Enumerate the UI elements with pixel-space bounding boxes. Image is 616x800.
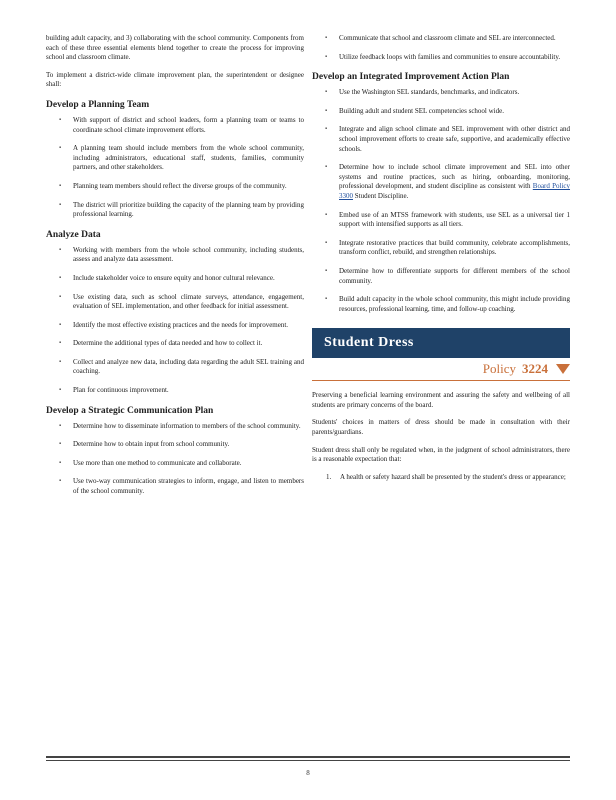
policy-paragraph: Students' choices in matters of dress should be made in consultation with their parents/guardians. [312, 418, 570, 437]
policy-paragraph: Preserving a beneficial learning environment and assuring the safety and wellbeing of all students are primary concerns of the board. [312, 391, 570, 409]
list-item: ▪ A planning team should include members from the whole school community, including administrators, educational staff, students, families, community partners, and other stakeholders. [59, 144, 304, 172]
triangle-down-icon [556, 364, 570, 374]
list-item: ▪ Determine how to obtain input from school community. [59, 440, 230, 449]
list-item: ▪ Integrate restorative practices that build community, celebrate accomplishments, transform conflict, rebuild, and strengthen relationships. [325, 238, 570, 257]
policy-number-row [312, 361, 570, 381]
bullet-icon: ▪ [59, 459, 62, 466]
bullet-icon: ▪ [59, 246, 62, 253]
list-item: ▪ Determine how to disseminate information to members of the school community. [59, 421, 301, 430]
section-heading: Develop a Strategic Communication Plan [46, 405, 214, 416]
bullet-icon: ▪ [59, 358, 62, 365]
list-item: ▪ Use two-way communication strategies to inform, engage, and listen to members of the school community. [59, 477, 304, 496]
bullet-icon: ▪ [325, 164, 328, 171]
list-item: ▪ Building adult and student SEL competencies school wide. [325, 106, 504, 115]
left-column [46, 34, 304, 752]
bullet-icon: ▪ [59, 116, 62, 123]
list-item: ▪ Use the Washington SEL standards, benchmarks, and indicators. [325, 88, 520, 97]
bullet-icon: ▪ [59, 201, 62, 208]
page-number: 8 [306, 769, 310, 777]
section-heading: Develop a Planning Team [46, 99, 150, 110]
bullet-list [46, 422, 304, 497]
bullet-icon: ▪ [325, 107, 328, 114]
list-item: ▪ Integrate and align school climate and SEL improvement with other district and school improvement efforts to create safe, supportive, and academically effective schools. [325, 125, 570, 153]
section-heading: Develop an Integrated Improvement Action Plan [312, 72, 510, 83]
list-item: ▪ Determine the additional types of data needed and how to collect it. [59, 339, 263, 348]
bullet-list [46, 116, 304, 220]
list-item: ▪ Use more than one method to communicate and collaborate. [59, 458, 242, 467]
bullet-icon: ▪ [325, 126, 328, 133]
footer-rule [46, 756, 570, 758]
bullet-icon: ▪ [325, 53, 328, 60]
list-item: ▪ Communicate that school and classroom climate and SEL are interconnected. [325, 34, 556, 42]
list-number: 1. [326, 472, 332, 481]
policy-banner [312, 328, 570, 358]
list-item: ▪ Utilize feedback loops with families and communities to ensure accountability. [325, 52, 561, 61]
list-item: ▪ Build adult capacity in the whole school community, this might include providing resources, professional learning, time, and follow-up coaching. [325, 295, 570, 313]
list-item: ▪ Include stakeholder voice to ensure equity and honor cultural relevance. [59, 273, 275, 282]
footer-rule [46, 760, 570, 761]
right-column [312, 34, 570, 752]
board-policy-link[interactable]: Board Policy 3300 [339, 182, 571, 200]
bullet-icon: ▪ [59, 441, 62, 448]
list-item: ▪ The district will prioritize building the capacity of the planning team by providing professional learning. [59, 200, 304, 219]
policy-label: Policy [482, 361, 516, 377]
section-heading: Analyze Data [46, 229, 101, 240]
bullet-icon: ▪ [59, 422, 62, 429]
bullet-icon: ▪ [59, 478, 62, 485]
policy-body [312, 391, 570, 482]
bullet-icon: ▪ [59, 182, 62, 189]
bullet-list [312, 34, 570, 62]
page-footer [46, 756, 570, 777]
list-item: ▪ Determine how to differentiate supports for different members of the school community. [325, 266, 570, 285]
list-item: ▪ Embed use of an MTSS framework with students, use SEL as a universal tier 1 support with intensified supports as all tiers. [325, 210, 570, 229]
bullet-icon: ▪ [59, 340, 62, 347]
list-item: ▪ Use existing data, such as school climate surveys, attendance, engagement, evaluation of SEL implementation, and other feedback for initial assessment. [59, 292, 304, 311]
bullet-icon: ▪ [325, 267, 328, 274]
list-item: ▪ Determine how to include school climate improvement and SEL into other systems and routine practices, such as hiring, onboarding, monitoring, professional development, and student discipline as consistent with Board Policy 3300 Student Discipline. [325, 163, 571, 200]
list-item: ▪ Collect and analyze new data, including data regarding the adult SEL training and coaching. [59, 357, 304, 376]
document-page [46, 34, 570, 752]
list-item: 1. A health or safety hazard shall be presented by the student's dress or appearance; [326, 472, 566, 481]
bullet-icon: ▪ [59, 274, 62, 281]
bullet-icon: ▪ [325, 296, 328, 303]
list-item: ▪ With support of district and school leaders, form a planning team or teams to coordinate school climate improvement efforts. [59, 115, 304, 134]
list-item: ▪ Planning team members should reflect the diverse groups of the community. [59, 181, 287, 190]
intro-paragraph: building adult capacity, and 3) collaborating with the school community. Components from each of these three essential elements blend together to create the process for improving school and classroom climate. [46, 34, 304, 62]
bullet-icon: ▪ [325, 35, 328, 41]
numbered-list [312, 473, 570, 483]
list-item: ▪ Plan for continuous improvement. [59, 386, 169, 395]
intro-paragraph-2: To implement a district-wide climate improvement plan, the superintendent or designee shall: [46, 70, 304, 89]
policy-paragraph: Student dress shall only be regulated when, in the judgment of school administrators, there is a reasonable expectation that: [312, 445, 570, 464]
bullet-icon: ▪ [59, 387, 62, 394]
bullet-list [46, 246, 304, 396]
bullet-icon: ▪ [59, 321, 62, 328]
policy-number: 3224 [522, 361, 548, 377]
bullet-icon: ▪ [59, 293, 62, 300]
bullet-icon: ▪ [325, 211, 328, 218]
bullet-icon: ▪ [325, 89, 328, 96]
bullet-list [312, 88, 570, 314]
bullet-icon: ▪ [59, 145, 62, 152]
bullet-icon: ▪ [325, 239, 328, 246]
list-item: ▪ Working with members from the whole school community, including students, assess and analyze data assessment. [59, 245, 304, 264]
banner-title: Student Dress [324, 335, 414, 351]
list-item: ▪ Identify the most effective existing practices and the needs for improvement. [59, 320, 289, 329]
